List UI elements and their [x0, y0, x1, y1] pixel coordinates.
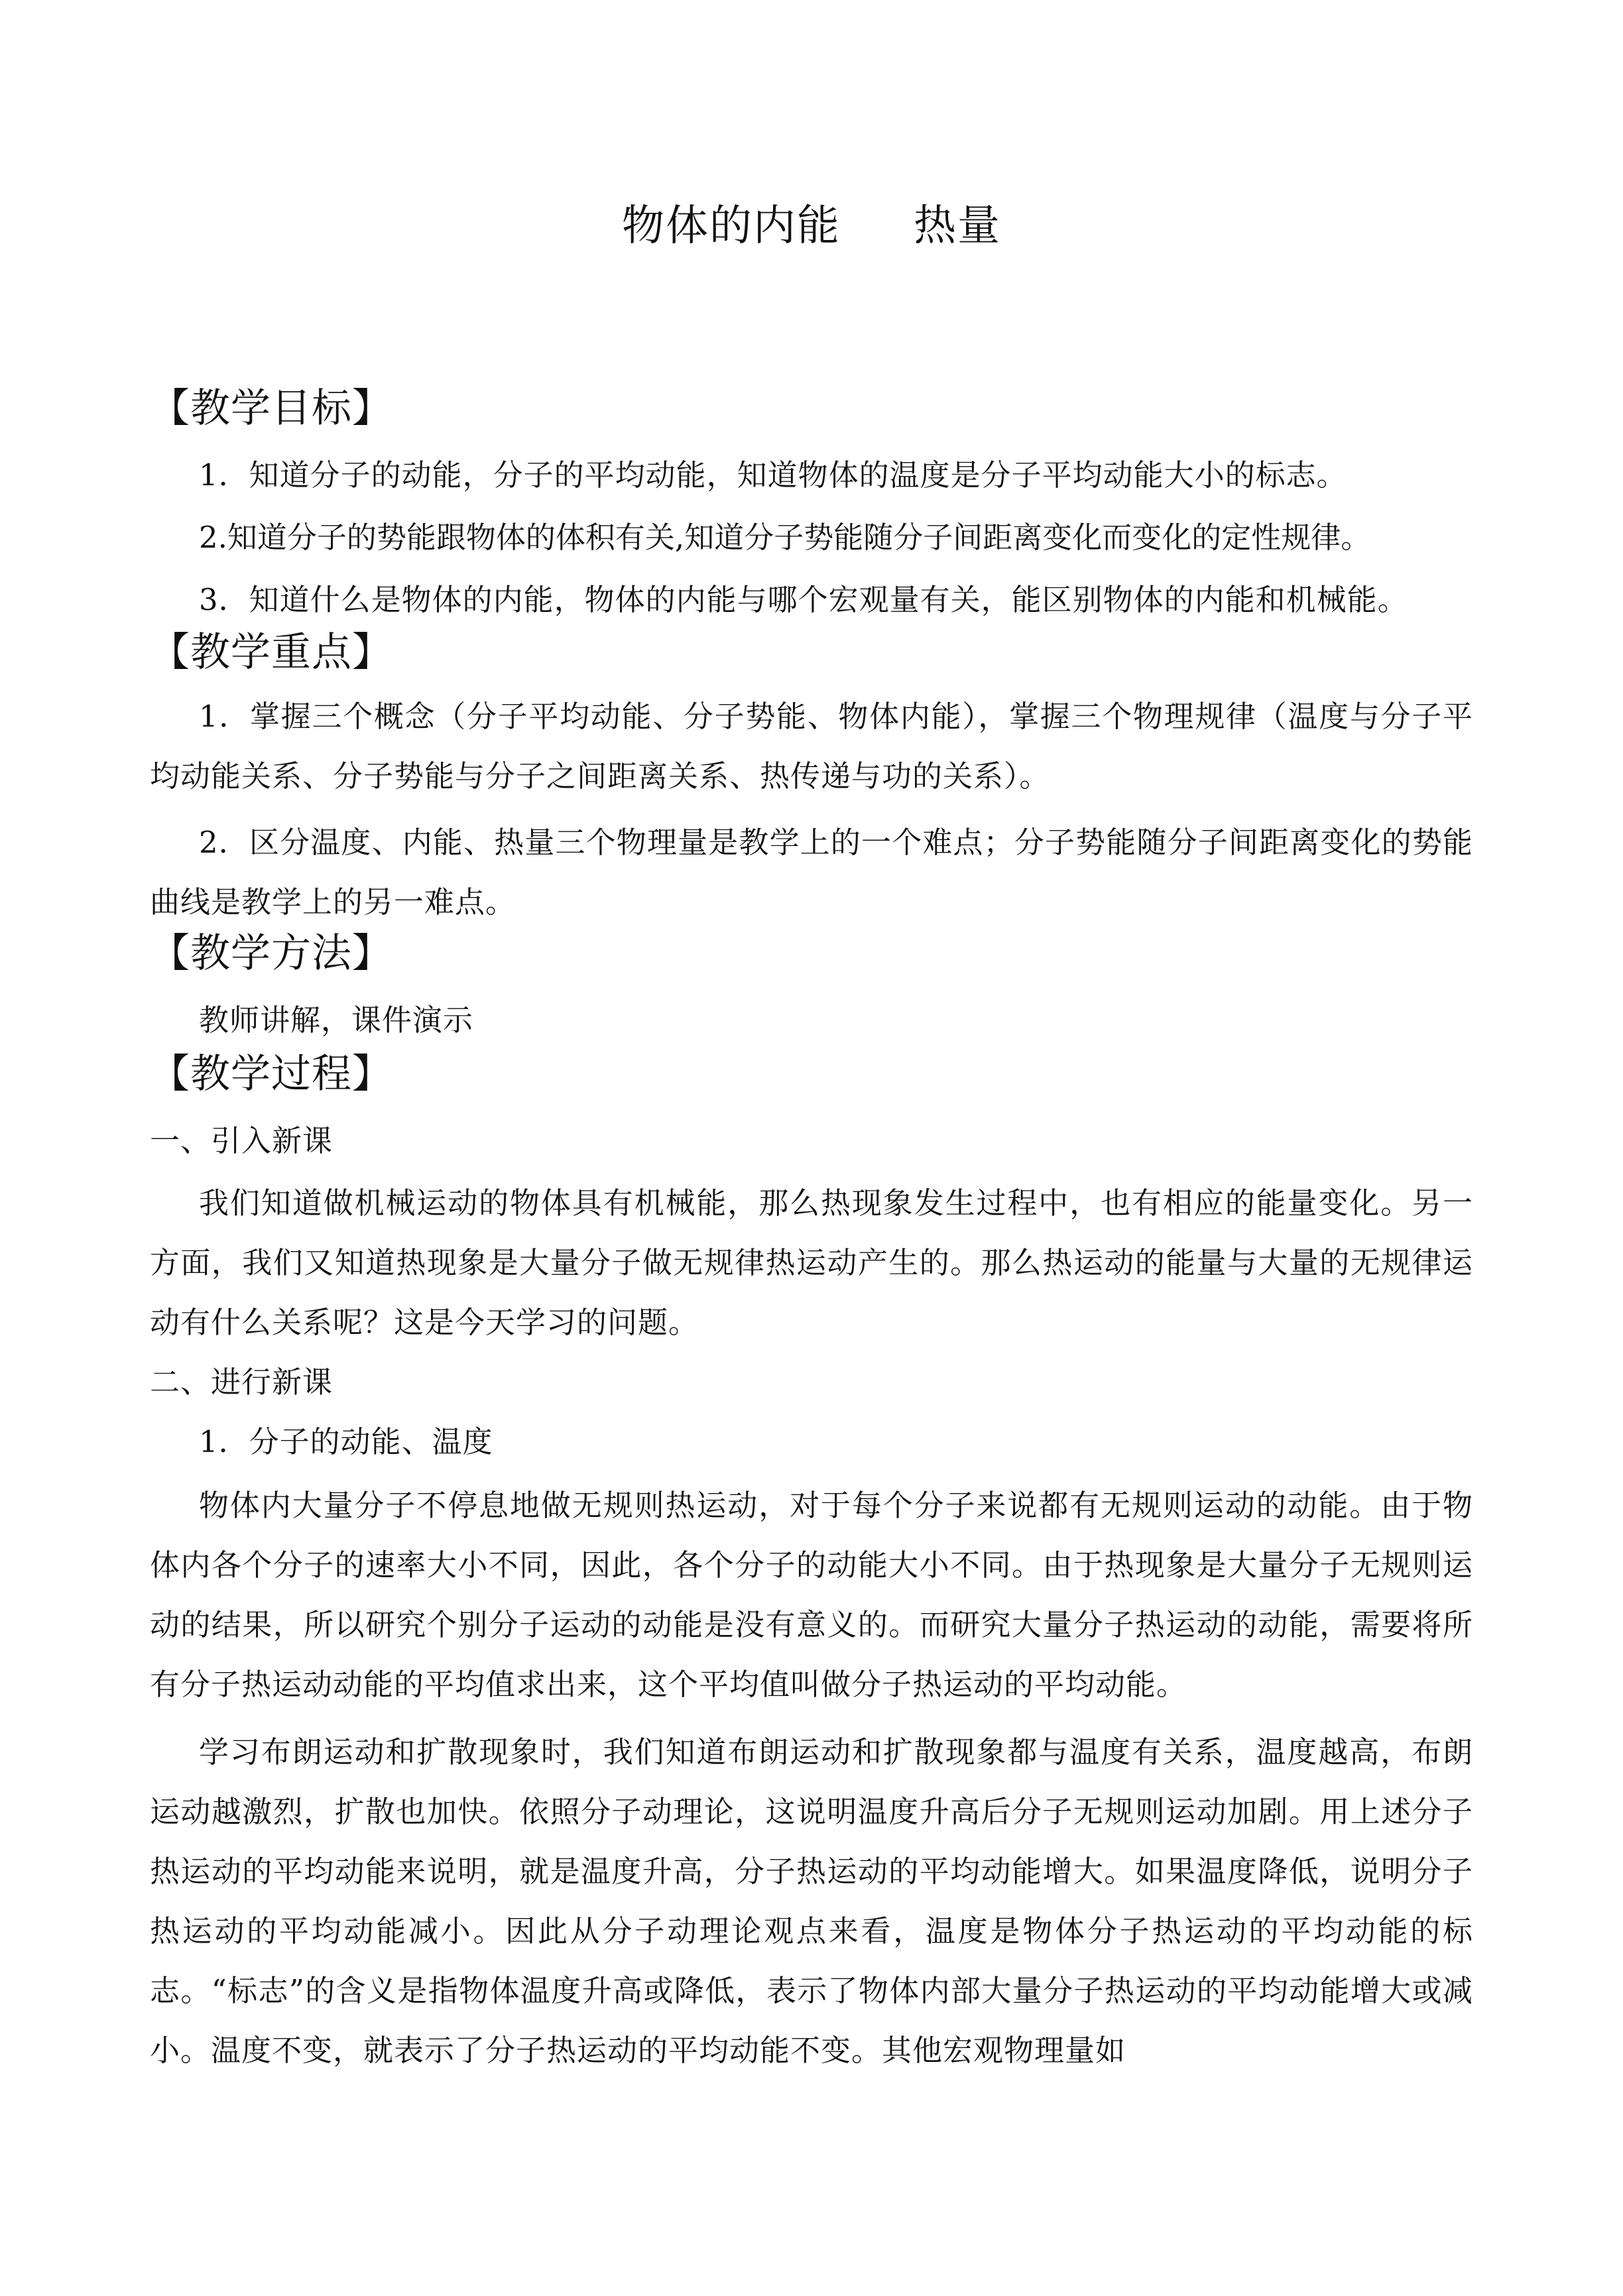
title-main: 物体的内能	[622, 202, 841, 251]
title-secondary: 热量	[914, 202, 1001, 251]
section-heading-objectives: 【教学目标】	[150, 385, 392, 432]
process-sub1-paragraph-2: 学习布朗运动和扩散现象时，我们知道布朗运动和扩散现象都与温度有关系，温度越高，布朗运动越激烈，扩散也加快。依照分子动理论，这说明温度升高后分子无规则运动加剧。用上述分子热运动的平均动能来说明，就是温度升高，分子热运动的平均动能增大。如果温度降低，说明分子热运动的平均动能减小。因此从分子动理论观点来看，温度是物体分子热运动的平均动能的标志。“标志”的含义是指物体温度升高或降低，表示了物体内部大量分子热运动的平均动能增大或减小。温度不变，就表示了分子热运动的平均动能不变。其他宏观物理量如	[150, 1734, 1473, 2068]
methods-text: 教师讲解，课件演示	[199, 1002, 474, 1038]
key-point-item-1: 1．掌握三个概念（分子平均动能、分子势能、物体内能），掌握三个物理规律（温度与分子平均动能关系、分子势能与分子之间距离关系、热传递与功的关系）。	[150, 699, 1473, 794]
process-sub1-paragraph-1: 物体内大量分子不停息地做无规则热运动，对于每个分子来说都有无规则运动的动能。由于物体内各个分子的速率大小不同，因此，各个分子的动能大小不同。由于热现象是大量分子无规则运动的结果，所以研究个别分子运动的动能是没有意义的。而研究大量分子热运动的动能，需要将所有分子热运动动能的平均值求出来，这个平均值叫做分子热运动的平均动能。	[150, 1488, 1473, 1702]
process-sub1-heading: 1．分子的动能、温度	[199, 1424, 493, 1459]
section-heading-process: 【教学过程】	[150, 1051, 392, 1097]
objective-item-1: 1．知道分子的动能，分子的平均动能，知道物体的温度是分子平均动能大小的标志。	[199, 457, 1347, 493]
section-heading-key-points: 【教学重点】	[150, 629, 392, 676]
process-part1-heading: 一、引入新课	[150, 1123, 333, 1158]
section-heading-methods: 【教学方法】	[150, 930, 392, 977]
key-point-item-2: 2．区分温度、内能、热量三个物理量是教学上的一个难点；分子势能随分子间距离变化的势能曲线是教学上的另一难点。	[150, 825, 1473, 920]
objective-item-2: 2.知道分子的势能跟物体的体积有关,知道分子势能随分子间距离变化而变化的定性规律。	[199, 520, 1371, 555]
process-part1-text: 我们知道做机械运动的物体具有机械能，那么热现象发生过程中，也有相应的能量变化。另一方面，我们又知道热现象是大量分子做无规律热运动产生的。那么热运动的能量与大量的无规律运动有什么关系呢？这是今天学习的问题。	[150, 1185, 1473, 1340]
objective-item-3: 3．知道什么是物体的内能，物体的内能与哪个宏观量有关，能区别物体的内能和机械能。	[199, 582, 1408, 617]
process-part2-heading: 二、进行新课	[150, 1364, 333, 1400]
document-title	[0, 196, 1623, 256]
